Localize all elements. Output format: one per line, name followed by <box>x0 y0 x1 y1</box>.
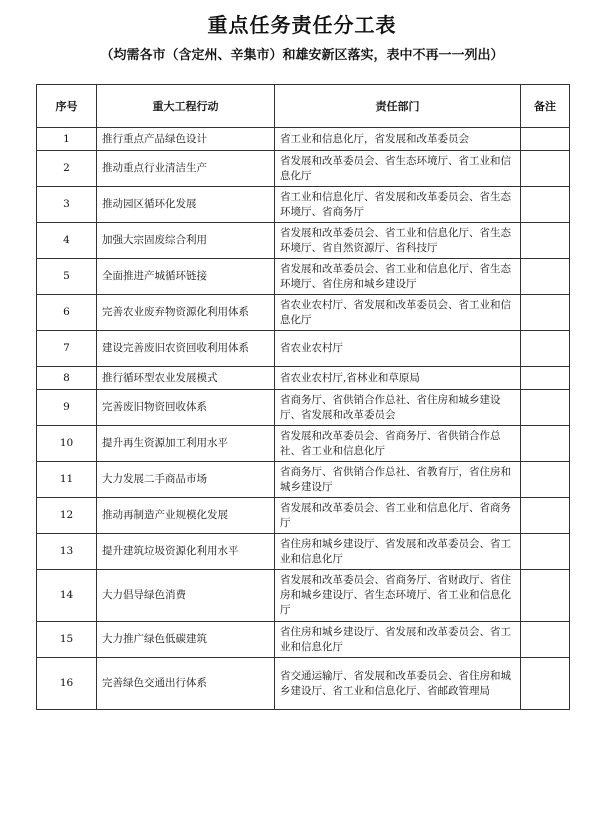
row-departments: 省工业和信息化厅、省发展和改革委员会、省生态环境厅、省商务厅 <box>275 187 521 223</box>
row-departments: 省发展和改革委员会、省工业和信息化厅、省生态环境厅、省自然资源厅、省科技厅 <box>275 223 521 259</box>
row-remarks <box>521 426 570 462</box>
table-row <box>37 259 570 295</box>
table-row <box>37 498 570 534</box>
table-row <box>37 390 570 426</box>
table-header-row <box>37 85 570 128</box>
row-no: 15 <box>37 622 97 658</box>
row-project: 提升建筑垃圾资源化利用水平 <box>97 534 275 570</box>
row-no: 16 <box>37 658 97 710</box>
row-remarks <box>521 462 570 498</box>
table-row <box>37 187 570 223</box>
row-departments: 省工业和信息化厅，省发展和改革委员会 <box>275 128 521 151</box>
row-remarks <box>521 498 570 534</box>
row-project: 建设完善废旧农资回收利用体系 <box>97 331 275 367</box>
row-remarks <box>521 390 570 426</box>
row-project: 推行重点产品绿色设计 <box>97 128 275 151</box>
row-project: 推行循环型农业发展模式 <box>97 367 275 390</box>
row-departments: 省发展和改革委员会、省工业和信息化厅、省生态环境厅、省住房和城乡建设厅 <box>275 259 521 295</box>
row-remarks <box>521 658 570 710</box>
row-project: 提升再生资源加工利用水平 <box>97 426 275 462</box>
row-departments: 省发展和改革委员会、省商务厅、省财政厅、省住房和城乡建设厅、省生态环境厅、省工业和信息化厅 <box>275 570 521 622</box>
row-project: 推动重点行业清洁生产 <box>97 151 275 187</box>
row-project: 全面推进产城循环链接 <box>97 259 275 295</box>
row-remarks <box>521 534 570 570</box>
header-no: 序号 <box>37 85 97 128</box>
row-project: 加强大宗固废综合利用 <box>97 223 275 259</box>
table-row <box>37 426 570 462</box>
row-remarks <box>521 331 570 367</box>
row-no: 10 <box>37 426 97 462</box>
row-project: 大力发展二手商品市场 <box>97 462 275 498</box>
row-no: 4 <box>37 223 97 259</box>
row-no: 13 <box>37 534 97 570</box>
row-project: 推动再制造产业规模化发展 <box>97 498 275 534</box>
row-departments: 省农业农村厅 <box>275 331 521 367</box>
row-no: 2 <box>37 151 97 187</box>
row-remarks <box>521 128 570 151</box>
page-title: 重点任务责任分工表 <box>207 13 397 37</box>
row-no: 9 <box>37 390 97 426</box>
table-row <box>37 223 570 259</box>
row-departments: 省商务厅、省供销合作总社、省教育厅，省住房和城乡建设厅 <box>275 462 521 498</box>
row-remarks <box>521 367 570 390</box>
row-no: 7 <box>37 331 97 367</box>
table-row <box>37 295 570 331</box>
row-departments: 省农业农村厅、省发展和改革委员会、省工业和信息化厅 <box>275 295 521 331</box>
row-departments: 省商务厅、省供销合作总社、省住房和城乡建设厅、省发展和改革委员会 <box>275 390 521 426</box>
row-project: 推动园区循环化发展 <box>97 187 275 223</box>
table-row <box>37 331 570 367</box>
row-project: 完善绿色交通出行体系 <box>97 658 275 710</box>
row-departments: 省发展和改革委员会、省工业和信息化厅、省商务厅 <box>275 498 521 534</box>
row-no: 11 <box>37 462 97 498</box>
row-no: 6 <box>37 295 97 331</box>
table-row <box>37 534 570 570</box>
row-no: 3 <box>37 187 97 223</box>
table-row <box>37 128 570 151</box>
header-project: 重大工程行动 <box>97 85 275 128</box>
row-no: 8 <box>37 367 97 390</box>
table-row <box>37 367 570 390</box>
row-no: 1 <box>37 128 97 151</box>
page-subtitle: （均需各市（含定州、辛集市）和雄安新区落实，表中不再一一列出） <box>100 48 504 63</box>
row-departments: 省农业农村厅,省林业和草原局 <box>275 367 521 390</box>
row-no: 5 <box>37 259 97 295</box>
row-departments: 省住房和城乡建设厅、省发展和改革委员会、省工业和信息化厅 <box>275 534 521 570</box>
row-departments: 省住房和城乡建设厅、省发展和改革委员会、省工业和信息化厅 <box>275 622 521 658</box>
row-remarks <box>521 295 570 331</box>
row-no: 14 <box>37 570 97 622</box>
task-responsibility-table <box>36 84 570 710</box>
row-remarks <box>521 570 570 622</box>
row-project: 完善农业废弃物资源化利用体系 <box>97 295 275 331</box>
row-project: 大力推广绿色低碳建筑 <box>97 622 275 658</box>
row-departments: 省交通运输厅、省发展和改革委员会、省住房和城乡建设厅、省工业和信息化厅、省邮政管理局 <box>275 658 521 710</box>
row-remarks <box>521 151 570 187</box>
table-row <box>37 462 570 498</box>
header-departments: 责任部门 <box>275 85 521 128</box>
table-row <box>37 622 570 658</box>
table-row <box>37 570 570 622</box>
row-project: 大力倡导绿色消费 <box>97 570 275 622</box>
row-no: 12 <box>37 498 97 534</box>
row-remarks <box>521 187 570 223</box>
row-departments: 省发展和改革委员会、省商务厅、省供销合作总社、省工业和信息化厅 <box>275 426 521 462</box>
row-remarks <box>521 223 570 259</box>
table-row <box>37 151 570 187</box>
header-remarks: 备注 <box>521 85 570 128</box>
table-row <box>37 658 570 710</box>
row-project: 完善废旧物资回收体系 <box>97 390 275 426</box>
row-remarks <box>521 622 570 658</box>
row-departments: 省发展和改革委员会、省生态环境厅、省工业和信息化厅 <box>275 151 521 187</box>
row-remarks <box>521 259 570 295</box>
